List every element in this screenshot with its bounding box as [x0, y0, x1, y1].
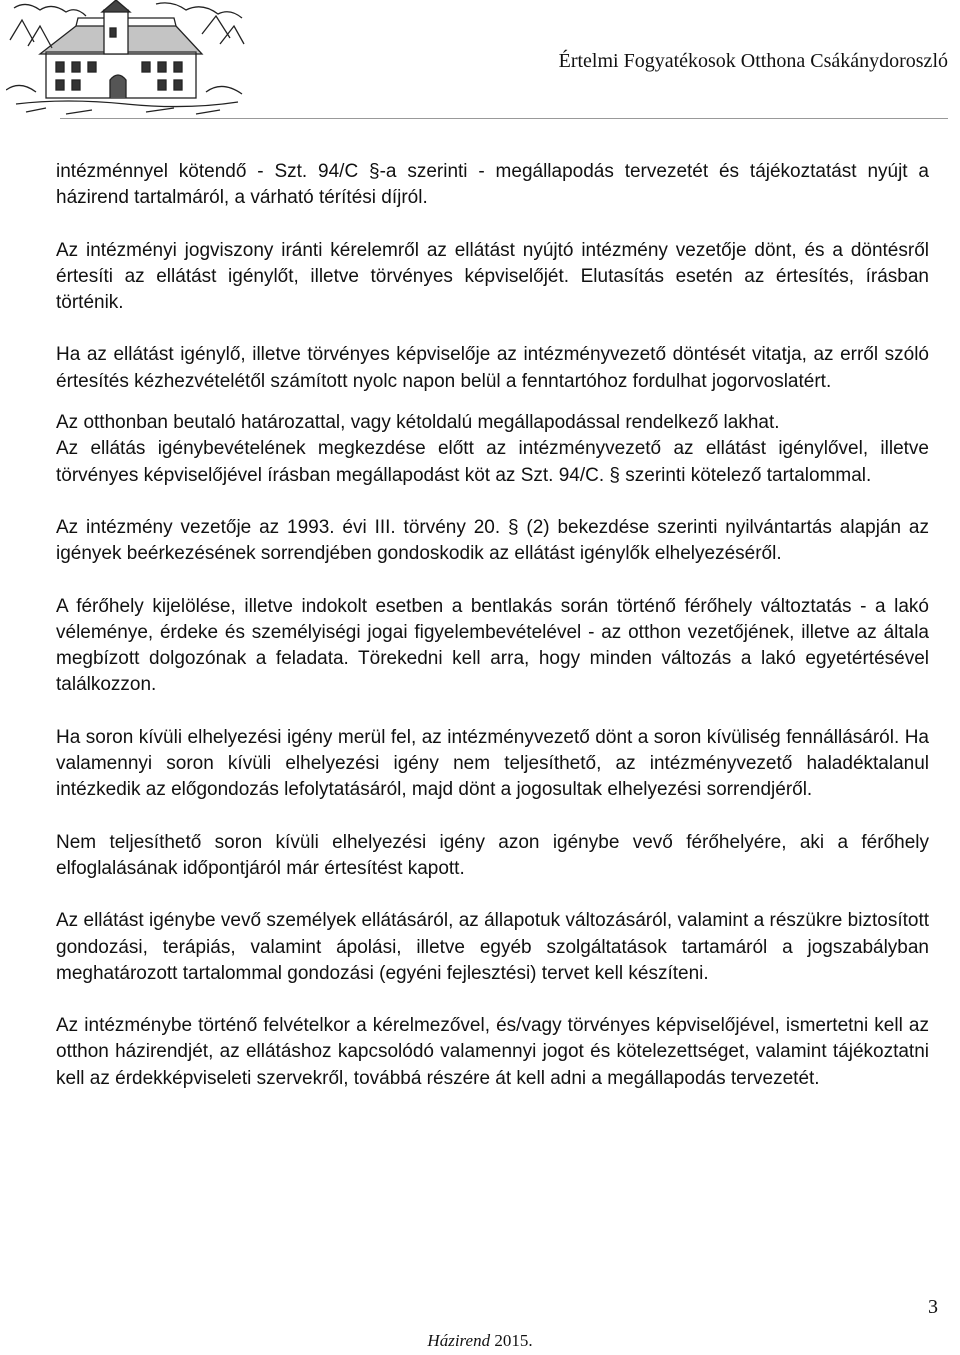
paragraph: Ha az ellátást igénylő, illetve törvényes képviselője az intézményvezető döntését vitatja, az erről szóló értesítés kézhezvételétől számított nyolc napon belül a fenntartóhoz fordulhat jogorvoslatért. [56, 344, 929, 392]
footer-year: 2015. [494, 1331, 533, 1350]
document-body [56, 159, 929, 1092]
paragraph: Az otthonban beutaló határozattal, vagy kétoldalú megállapodással rendelkező lakhat. [56, 412, 780, 434]
footer [0, 1331, 960, 1351]
paragraph: Az ellátás igénybevételének megkezdése előtt az intézményvezető az ellátást igénylővel, illetve törvényes képviselőjével írásban megállapodást köt az Szt. 94/C. § szerinti kötelező tartalommal. [56, 438, 929, 486]
paragraph: Nem teljesíthető soron kívüli elhelyezési igény azon igénybe vevő férőhelyére, aki a férőhely elfoglalásának időpontjáról már értesítést kapott. [56, 831, 929, 879]
institution-logo-drawing [6, 0, 246, 118]
paragraph: Az ellátást igénybe vevő személyek ellátásáról, az állapotuk változásáról, valamint a részükre biztosított gondozási, terápiás, valamint ápolási, illetve egyéb szolgáltatások tartamáról a jogszabályban meghatározott tartalommal gondozási (egyéni fejlesztési) tervet kell készíteni. [56, 910, 929, 984]
page-number: 3 [928, 1296, 938, 1318]
paragraph: intézménnyel kötendő - Szt. 94/C §-a szerinti - megállapodás tervezetét és tájékoztatást nyújt a házirend tartalmáról, a várható térítési díjról. [56, 161, 929, 209]
footer-doc-label: Házirend [427, 1331, 491, 1350]
paragraph: Az intézményi jogviszony iránti kérelemről az ellátást nyújtó intézmény vezetője dönt, és a döntésről értesíti az ellátást igénylőt, illetve törvényes képviselőjét. Elutasítás esetén az értesítés, írásban történik. [56, 239, 929, 314]
header-title: Értelmi Fogyatékosok Otthona Csákánydoroszló [558, 50, 948, 72]
paragraph: Ha soron kívüli elhelyezési igény merül fel, az intézményvezető dönt a soron kívüliség fennállásáról. Ha valamennyi soron kívüli elhelyezési igény nem teljesíthető, az intézményvezető haladéktalanul intézkedik az előgondozás lefolytatásáról, majd dönt a jogosultak elhelyezési sorrendjéről. [56, 726, 929, 801]
paragraph: Az intézmény vezetője az 1993. évi III. törvény 20. § (2) bekezdése szerinti nyilvántartás alapján az igények beérkezésének sorrendjében gondoskodik az ellátást igénylők elhelyezéséről. [56, 516, 929, 565]
paragraph: Az intézménybe történő felvételkor a kérelmezővel, és/vagy törvényes képviselőjével, ismertetni kell az otthon házirendjét, az ellátáshoz kapcsolódó valamennyi jogot és kötelezettséget, valamint tájékoztatni kell az érdekképviseleti szervekről, továbbá részére át kell adni a megállapodás tervezetét. [56, 1015, 929, 1089]
paragraph: A férőhely kijelölése, illetve indokolt esetben a bentlakás során történő férőhely változtatás - a lakó véleménye, érdeke és személyiségi jogai figyelembevételével - az otthon vezetőjének, illetve az általa megbízott dolgozónak a feladata. Törekedni kell arra, hogy minden változás a lakó egyetértésével találkozzon. [56, 595, 929, 696]
header-divider [60, 118, 948, 119]
